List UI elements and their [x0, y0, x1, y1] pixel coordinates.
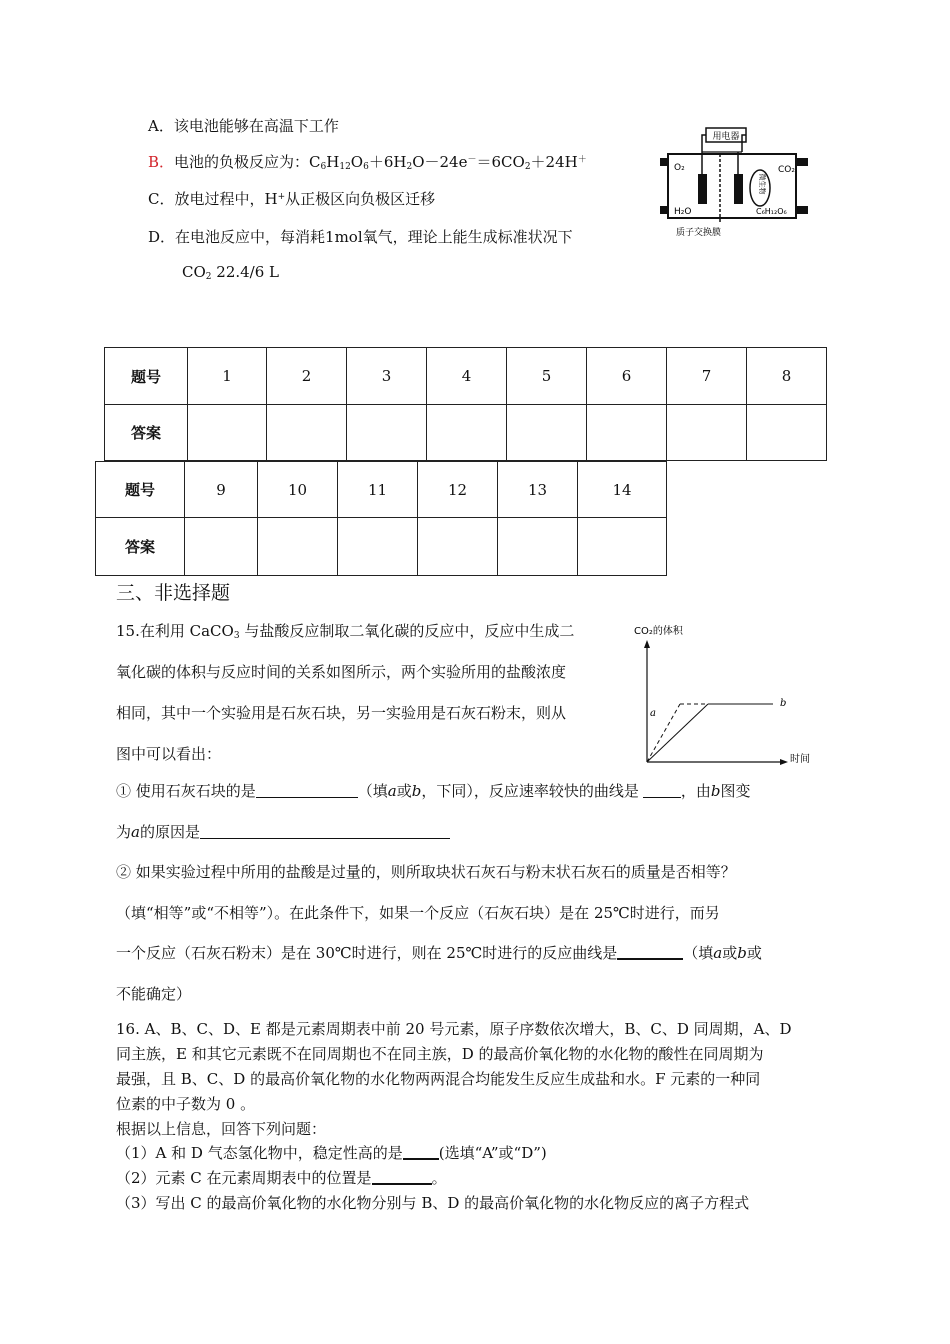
answer-cell[interactable]	[498, 518, 578, 576]
answer-cell[interactable]	[578, 518, 667, 576]
q15-part2-line4: 不能确定）	[116, 985, 192, 1003]
answer-table-2-q-header: 题号	[96, 462, 185, 518]
q15-part2-line2: （填“相等”或“不相等”）。在此条件下，如果一个反应（石灰石块）是在 25℃时进行，而另	[116, 904, 720, 922]
graph-ylabel: CO₂的体积	[634, 626, 683, 637]
section-title: 三、非选择题	[116, 582, 231, 604]
option-c: C．放电过程中，H+从正极区向负极区迁移	[148, 190, 436, 208]
device-label: 用电器	[712, 132, 740, 142]
membrane-label: 质子交换膜	[676, 228, 722, 238]
answer-table-1-number: 3	[347, 348, 427, 405]
answer-table-2-answer-row	[96, 518, 667, 576]
answer-table-1-number: 4	[427, 348, 507, 405]
q15-part1-line2: 为a的原因是	[116, 821, 450, 842]
answer-cell[interactable]	[747, 405, 827, 461]
answer-table-2-number: 12	[418, 462, 498, 518]
option-d-line2: $CO_2$ 22.4/6 L	[182, 263, 280, 282]
answer-blank[interactable]	[643, 783, 681, 798]
q15-part2-line1: ② 如果实验过程中所用的盐酸是过量的，则所取块状石灰石与粉末状石灰石的质量是否相等？	[116, 863, 736, 881]
q16-sub1: （1）A 和 D 气态氢化物中，稳定性高的是 (选填“A”或“D”)	[116, 1144, 547, 1162]
co2-label: CO₂	[778, 165, 795, 175]
answer-table-2-number: 13	[498, 462, 578, 518]
answer-table-1-number-row	[105, 348, 827, 405]
curve-b-rise	[647, 704, 708, 762]
graph-xlabel: 时间	[790, 754, 810, 765]
answer-table-1-answer-row	[105, 405, 827, 461]
answer-cell[interactable]	[338, 518, 418, 576]
answer-table-2	[95, 461, 667, 576]
curve-a-label: a	[650, 708, 656, 719]
answer-cell[interactable]	[507, 405, 587, 461]
q15-line3: 相同，其中一个实验用是石灰石块，另一实验用是石灰石粉末，则从	[116, 704, 567, 722]
co2-volume-graph	[628, 622, 828, 770]
answer-table-1-number: 8	[747, 348, 827, 405]
q16-sub3: （3）写出 C 的最高价氧化物的水化物分别与 B、D 的最高价氧化物的水化物反应的离子方程式	[116, 1194, 750, 1212]
answer-cell[interactable]	[587, 405, 667, 461]
q15-line1: 15.在利用 CaCO$_3$ 与盐酸反应制取二氧化碳的反应中，反应中生成二	[116, 622, 575, 641]
answer-blank[interactable]	[256, 783, 358, 798]
answer-blank[interactable]	[372, 1169, 432, 1185]
o2-label: O₂	[674, 163, 685, 173]
curve-b-label: b	[780, 698, 787, 709]
answer-cell[interactable]	[258, 518, 338, 576]
glucose-label: C₆H₁₂O₆	[756, 207, 787, 216]
answer-cell[interactable]	[267, 405, 347, 461]
answer-table-1-a-header: 答案	[105, 405, 188, 461]
q16-line2: 同主族，E 和其它元素既不在同周期也不在同主族，D 的最高价氧化物的水化物的酸性在同周期为	[116, 1045, 764, 1063]
answer-blank[interactable]	[403, 1144, 439, 1160]
answer-cell[interactable]	[667, 405, 747, 461]
q15-line2: 氧化碳的体积与反应时间的关系如图所示，两个实验所用的盐酸浓度	[116, 663, 567, 681]
answer-table-1-number: 6	[587, 348, 667, 405]
answer-cell[interactable]	[418, 518, 498, 576]
x-axis-arrow	[780, 759, 788, 765]
answer-table-2-number: 14	[578, 462, 667, 518]
answer-cell[interactable]	[427, 405, 507, 461]
answer-cell[interactable]	[188, 405, 267, 461]
q15-part1-line1: ① 使用石灰石块的是 （填a或b，下同），反应速率较快的曲线是 ，由b图变	[116, 782, 751, 800]
answer-table-2-a-header: 答案	[96, 518, 185, 576]
option-b: B．电池的负极反应为：$C_6H_{12}O_6+6H_2O-24e^-=6CO_2+24H^+$	[148, 153, 587, 172]
answer-table-2-number: 9	[185, 462, 258, 518]
answer-table-1-number: 7	[667, 348, 747, 405]
answer-blank[interactable]	[617, 944, 683, 960]
q16-line4: 位素的中子数为 0 。	[116, 1095, 256, 1113]
q15-line4: 图中可以看出：	[116, 745, 222, 763]
answer-table-1-number: 5	[507, 348, 587, 405]
q16-line5: 根据以上信息，回答下列问题：	[116, 1120, 327, 1138]
option-d: D．在电池反应中，每消耗1mol氧气，理论上能生成标准状况下	[148, 228, 573, 246]
q16-line3: 最强，且 B、C、D 的最高价氧化物的水化物两两混合均能发生反应生成盐和水。F 元素的一种同	[116, 1070, 761, 1088]
q16-sub2: （2）元素 C 在元素周期表中的位置是 。	[116, 1169, 447, 1187]
answer-table-1-q-header: 题号	[105, 348, 188, 405]
answer-cell[interactable]	[185, 518, 258, 576]
answer-cell[interactable]	[347, 405, 427, 461]
answer-table-1-number: 2	[267, 348, 347, 405]
answer-table-1-number: 1	[188, 348, 267, 405]
y-axis-arrow	[644, 640, 650, 648]
h2o-label: H₂O	[674, 207, 692, 217]
option-b-label: B．	[148, 153, 175, 171]
answer-table-1	[104, 347, 827, 461]
battery-diagram	[660, 122, 820, 244]
option-a: A．该电池能够在高温下工作	[148, 117, 339, 135]
answer-table-2-number: 11	[338, 462, 418, 518]
answer-table-2-number: 10	[258, 462, 338, 518]
answer-table-2-number-row	[96, 462, 667, 518]
microbe-label: 微生物	[758, 173, 766, 195]
q16-line1: 16. A、B、C、D、E 都是元素周期表中前 20 号元素，原子序数依次增大，B、C、D 同周期，A、D	[116, 1020, 792, 1038]
answer-blank[interactable]	[200, 824, 450, 839]
q15-part2-line3: 一个反应（石灰石粉末）是在 30℃时进行，则在 25℃时进行的反应曲线是 （填a或b或	[116, 944, 762, 962]
